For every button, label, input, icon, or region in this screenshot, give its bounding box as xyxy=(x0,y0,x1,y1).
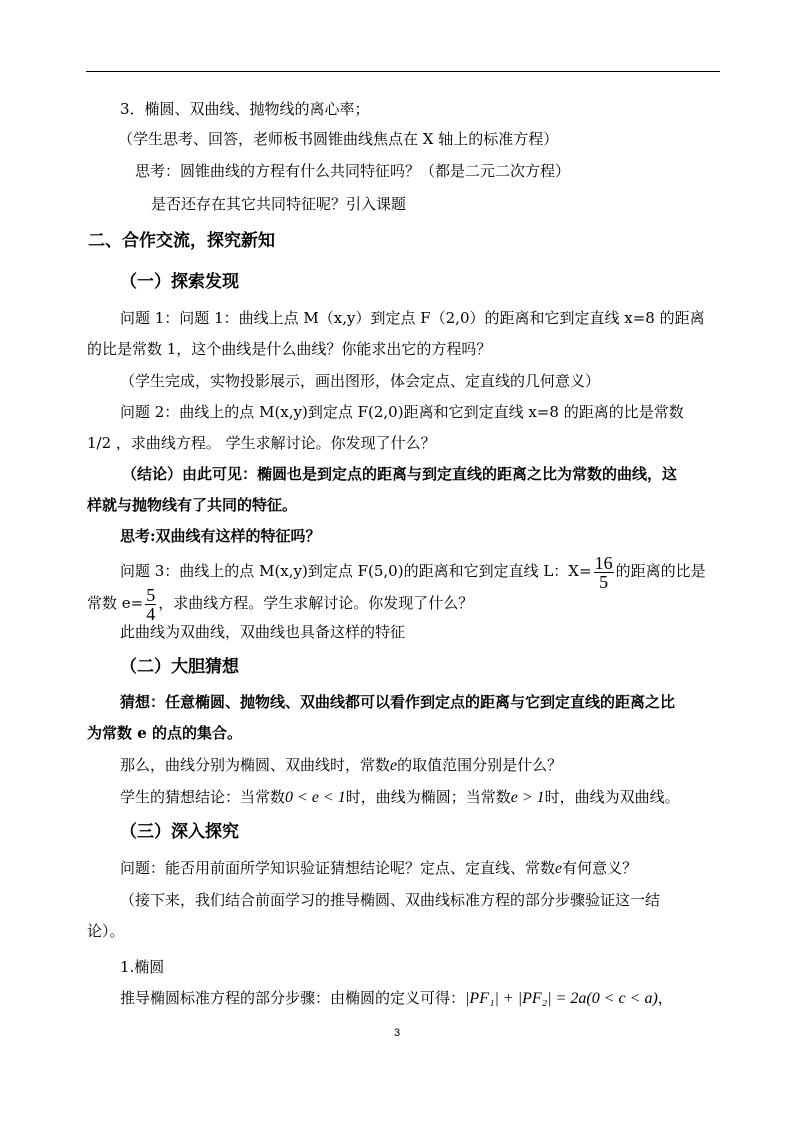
question1-line-c: （学生完成，实物投影展示，画出图形，体会定点、定直线的几何意义） xyxy=(120,372,601,390)
ellipse-derivation-post: ， xyxy=(657,989,673,1007)
ellipse-derivation-pre: 推导椭圆标准方程的部分步骤：由椭圆的定义可得： xyxy=(120,989,466,1007)
page-number: 3 xyxy=(393,1027,401,1039)
ellipse-derivation xyxy=(120,988,673,1009)
question3b-text-pre: 常数 e= xyxy=(87,594,144,612)
math-ellipse-definition: |PF₁| + |PF₂| = 2a(0 < c < a) xyxy=(465,990,658,1007)
subsection-heading-deep: （三）深入探究 xyxy=(120,822,239,842)
question3b-text-post: ，求曲线方程。学生求解讨论。你发现了什么？ xyxy=(158,594,474,612)
deep-note-line-b: 论）。 xyxy=(87,922,125,940)
question3-line-c: 此曲线为双曲线，双曲线也具备这样的特征 xyxy=(120,623,406,641)
math-e: e xyxy=(555,860,563,877)
guess-question-post: 的取值范围分别是什么？ xyxy=(397,756,563,774)
student-guess-post: 时，曲线为双曲线。 xyxy=(544,788,680,806)
fraction-denominator: 5 xyxy=(594,572,614,591)
guess-question-pre: 那么，曲线分别为椭圆、双曲线时，常数 xyxy=(120,756,391,774)
question3-text-post: 的距离的比是 xyxy=(615,562,706,580)
math-e: e xyxy=(390,757,398,774)
question2-line-a: 问题 2：曲线上的点 M(x,y)到定点 F(2,0)距离和它到定直线 x=8 的距离的比是常数 xyxy=(120,403,684,421)
question1-line-a: 问题 1：问题 1：曲线上点 M（x,y）到定点 F（2,0）的距离和它到定直线 x=8 的距离 xyxy=(120,309,705,327)
header-rule xyxy=(86,71,720,72)
subsection-heading-guess: （二）大胆猜想 xyxy=(120,657,239,677)
ellipse-heading: 1.椭圆 xyxy=(120,958,165,976)
text-line-3: 思考：圆锥曲线的方程有什么共同特征吗？（都是二元二次方程） xyxy=(135,162,571,180)
fraction-5-4 xyxy=(145,586,156,623)
text-line-4: 是否还存在其它共同特征呢？引入课题 xyxy=(151,195,407,213)
math-range-hyperbola: e > 1 xyxy=(510,789,545,806)
question3-line-b xyxy=(87,584,473,623)
deep-note-line-a: （接下来，我们结合前面学习的推导椭圆、双曲线标准方程的部分步骤验证这一结 xyxy=(120,891,661,909)
think-hyperbola: 思考:双曲线有这样的特征吗？ xyxy=(120,527,321,545)
conclusion-line-b: 样就与抛物线有了共同的特征。 xyxy=(87,496,298,514)
deep-question xyxy=(120,858,637,879)
deep-question-post: 有何意义？ xyxy=(562,859,638,877)
text-line-2: （学生思考、回答，老师板书圆锥曲线焦点在 X 轴上的标准方程） xyxy=(118,130,559,148)
math-range-ellipse: 0 < e < 1 xyxy=(285,789,346,806)
section-heading: 二、合作交流，探究新知 xyxy=(88,231,275,251)
deep-question-pre: 问题：能否用前面所学知识验证猜想结论呢？定点、定直线、常数 xyxy=(120,859,556,877)
question2-line-b: 1/2 ，求曲线方程。 学生求解讨论。你发现了什么？ xyxy=(87,434,436,452)
student-guess-pre: 学生的猜想结论：当常数 xyxy=(120,788,286,806)
fraction-16-5 xyxy=(594,554,614,591)
guess-question xyxy=(120,755,562,776)
subsection-heading-explore: （一）探索发现 xyxy=(120,272,239,292)
question1-line-b: 的比是常数 1，这个曲线是什么曲线？你能求出它的方程吗？ xyxy=(87,340,492,358)
text-line-1: 3．椭圆、双曲线、抛物线的离心率； xyxy=(120,100,370,118)
conclusion-line-a: （结论）由此可见：椭圆也是到定点的距离与到定直线的距离之比为常数的曲线，这 xyxy=(122,465,678,483)
student-guess xyxy=(120,787,680,808)
question3-text-pre: 问题 3：曲线上的点 M(x,y)到定点 F(5,0)的距离和它到定直线 L：X= xyxy=(120,562,592,580)
guess-line-a: 猜想：任意椭圆、抛物线、双曲线都可以看作到定点的距离与它到定直线的距离之比 xyxy=(120,693,676,711)
guess-line-b: 为常数 e 的点的集合。 xyxy=(87,724,242,742)
fraction-numerator: 5 xyxy=(146,584,156,605)
student-guess-mid: 时，曲线为椭圆；当常数 xyxy=(345,788,511,806)
fraction-numerator: 16 xyxy=(594,552,613,573)
fraction-denominator: 4 xyxy=(146,603,156,624)
